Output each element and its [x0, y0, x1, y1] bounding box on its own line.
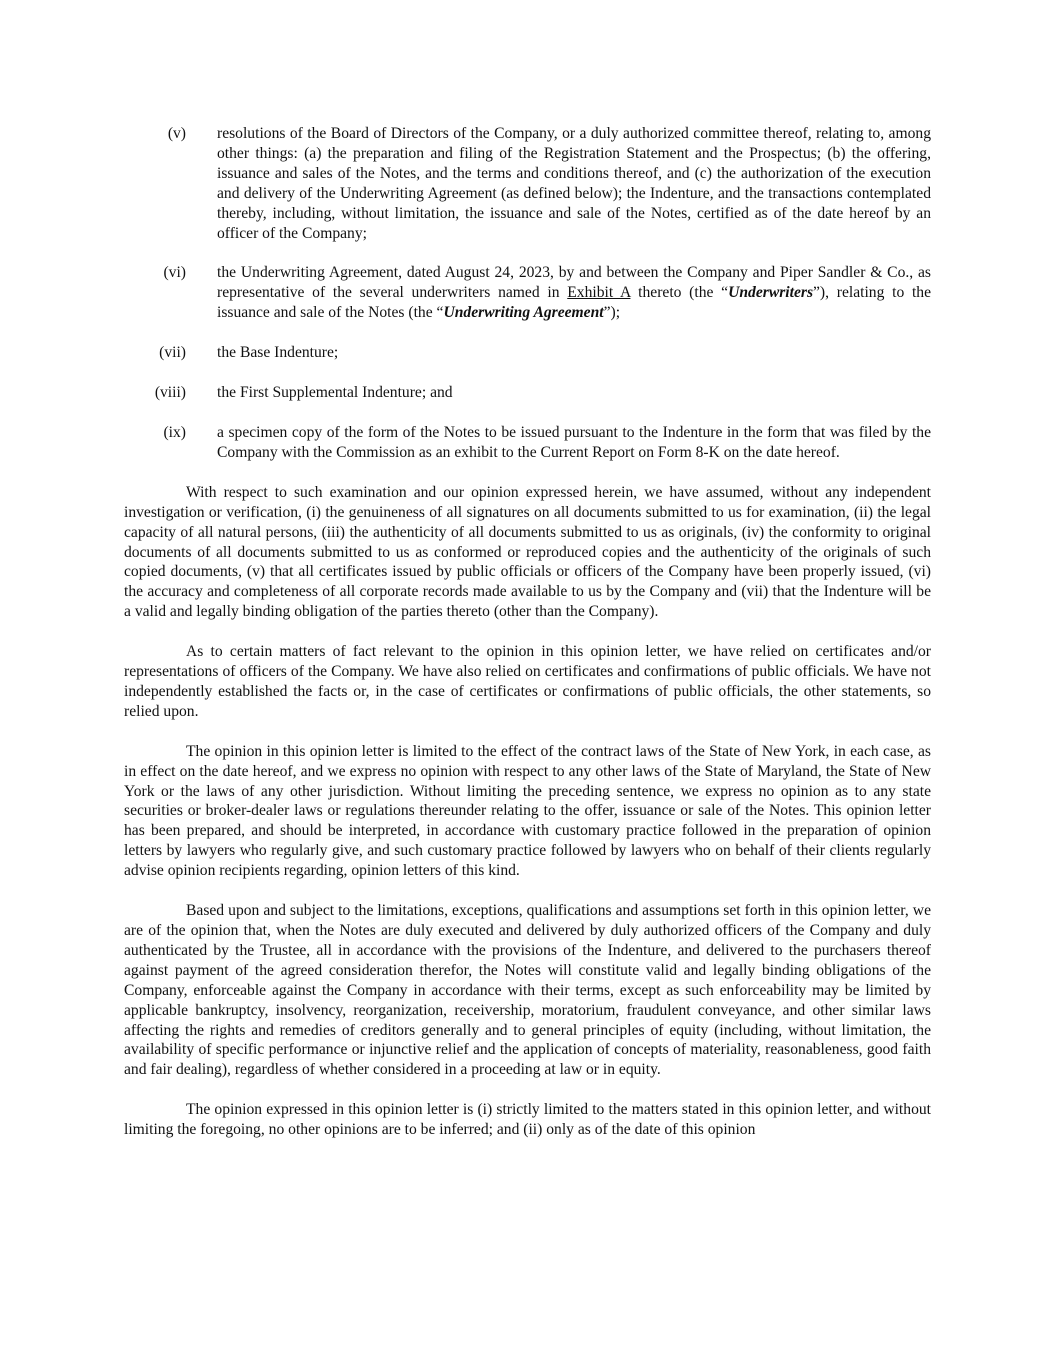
- list-item-v: [124, 124, 931, 243]
- text-segment: the Underwriting Agreement, dated August 24, 2023, by and between the Company and Piper Sandler & Co., as representative of the several underwriters named in: [217, 264, 931, 302]
- list-item-viii: [124, 383, 931, 403]
- limitation-paragraph: The opinion expressed in this opinion letter is (i) strictly limited to the matters stated in this opinion letter, and without limiting the foregoing, no other opinions are to be inferred; and (ii) only as of the date of this opinion: [124, 1101, 931, 1139]
- list-item-number: (vii): [159, 344, 186, 362]
- list-item-text: a specimen copy of the form of the Notes to be issued pursuant to the Indenture in the form that was filed by the Company with the Commission as an exhibit to the Current Report on Form 8-K on the date hereof.: [217, 423, 931, 461]
- list-item-text: [217, 263, 931, 323]
- defined-term-underwriting-agreement: Underwriting Agreement: [443, 304, 604, 322]
- governing-law-paragraph: The opinion in this opinion letter is limited to the effect of the contract laws of the State of New York, in each case, as in effect on the date hereof, and we express no opinion with respect to any other laws of the State of Maryland, the State of New York or the laws of any other jurisdiction. Without limiting the preceding sentence, we express no opinion as to any state securities or broker-dealer laws or regulations thereunder relating to the offer, issuance or sale of the Notes. This opinion letter has been prepared, and should be interpreted, in accordance with customary practice followed in the preparation of opinion letters by lawyers who regularly give, and such customary practice followed by lawyers who on behalf of their clients regularly advise opinion recipients regarding, opinion letters of this kind.: [124, 742, 931, 880]
- list-item-text: the Base Indenture;: [217, 344, 339, 362]
- list-item-vi: [124, 263, 931, 323]
- list-item-vii: [124, 343, 931, 363]
- opinion-paragraph: Based upon and subject to the limitations, exceptions, qualifications and assumptions set forth in this opinion letter, we are of the opinion that, when the Notes are duly executed and delivered by duly authorized officers of the Company and duly authenticated by the Trustee, all in accordance with the provisions of the Indenture, and delivered to the purchasers thereof against payment of the agreed consideration therefor, the Notes will constitute valid and legally binding obligations of the Company, enforceable against the Company in accordance with their terms, except as such enforceability may be limited by applicable bankruptcy, insolvency, reorganization, receivership, moratorium, fraudulent conveyance, and other similar laws affecting the rights and remedies of creditors generally and to general principles of equity (including, without limitation, the availability of specific performance or injunctive relief and the application of concepts of materiality, reasonableness, good faith and fair dealing), regardless of whether considered in a proceeding at law or in equity.: [124, 902, 931, 1079]
- text-segment: ”), relating to the issuance and sale of the Notes (the “: [217, 284, 932, 322]
- list-item-text: the First Supplemental Indenture; and: [217, 384, 453, 402]
- text-segment: ”);: [603, 304, 621, 322]
- assumptions-paragraph: With respect to such examination and our opinion expressed herein, we have assumed, without any independent investigation or verification, (i) the genuineness of all signatures on all documents submitted to us for examination, (ii) the legal capacity of all natural persons, (iii) the authenticity of all documents submitted to us as originals, (iv) the conformity to original documents of all documents submitted to us as conformed or reproduced copies and the authenticity of the originals of such copied documents, (v) that all certificates issued by public officials or officers of the Company have been properly issued, (vi) the accuracy and completeness of all corporate records made available to us by the Company and (vii) that the Indenture will be a valid and legally binding obligation of the parties thereto (other than the Company).: [124, 483, 931, 621]
- list-item-number: (v): [167, 125, 186, 142]
- list-item-number: (ix): [163, 423, 186, 441]
- exhibit-a-reference: Exhibit A: [567, 284, 631, 302]
- defined-term-underwriters: Underwriters: [728, 284, 814, 302]
- list-item-number: (viii): [154, 384, 186, 402]
- list-item-text: resolutions of the Board of Directors of the Company, or a duly authorized committee thereof, relating to, among other things: (a) the preparation and filing of the Registration Statement and the Prospectus; (b) the offering, issuance and sales of the Notes, and the terms and conditions thereof, and (c) the authorization of the execution and delivery of the Underwriting Agreement (as defined below); the Indenture, and the transactions contemplated thereby, including, without limitation, the issuance and sale of the Notes, certified as of the date hereof by an officer of the Company;: [217, 125, 931, 242]
- list-item-ix: [124, 423, 931, 463]
- text-segment: thereto (the “: [630, 284, 729, 302]
- list-item-number: (vi): [163, 264, 186, 282]
- reliance-paragraph: As to certain matters of fact relevant to the opinion in this opinion letter, we have relied on certificates and/or representations of officers of the Company. We have also relied on certificates and confirmations of public officials. We have not independently established the facts or, in the case of certificates or confirmations of public officials, the other statements, so relied upon.: [124, 643, 931, 720]
- document-page: [124, 124, 931, 1140]
